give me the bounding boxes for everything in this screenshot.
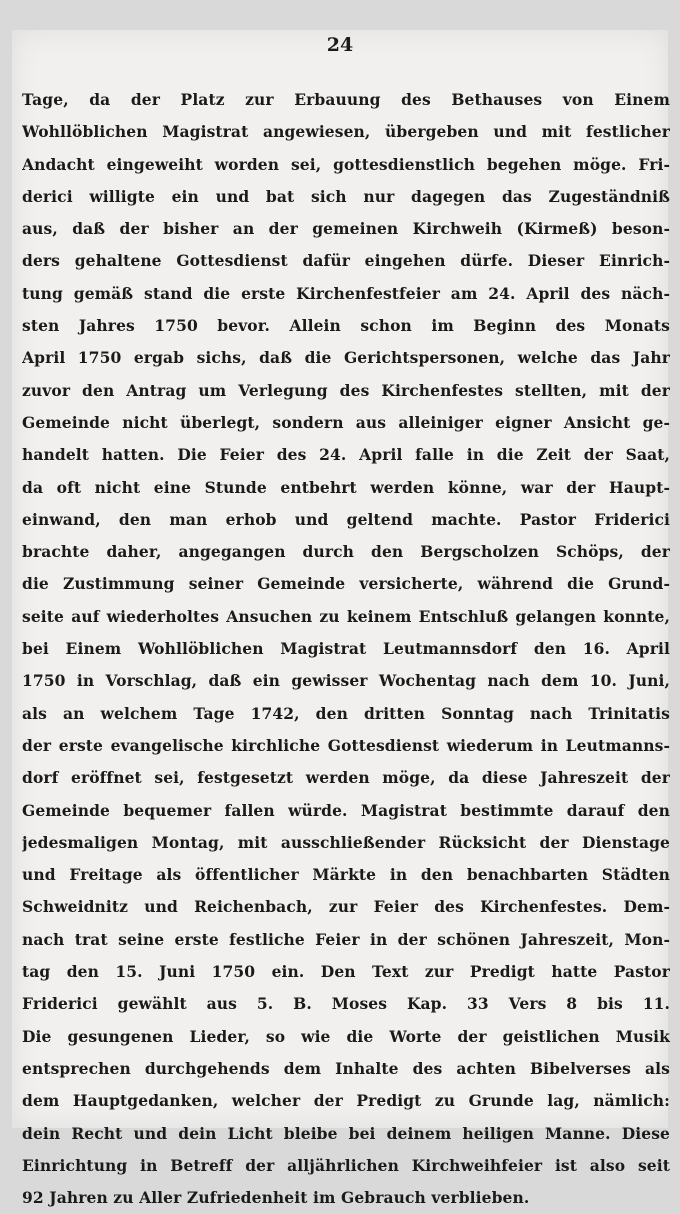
text-line: Andacht eingeweiht worden sei, gottesdienstlich begehen möge. Fri- bbox=[22, 154, 670, 174]
text-line: der erste evangelische kirchliche Gottesdienst wiederum in Leutmanns- bbox=[22, 735, 670, 755]
text-line: derici willigte ein und bat sich nur dagegen das Zugeständniß bbox=[22, 186, 670, 206]
text-line: die Zustimmung seiner Gemeinde versicherte, während die Grund- bbox=[22, 574, 670, 594]
text-line: bei Einem Wohllöblichen Magistrat Leutmannsdorf den 16. April bbox=[22, 639, 670, 659]
text-line: da oft nicht eine Stunde entbehrt werden könne, war der Haupt- bbox=[22, 477, 670, 497]
text-line: dorf eröffnet sei, festgesetzt werden möge, da diese Jahreszeit der bbox=[22, 768, 670, 788]
text-line: jedesmaligen Montag, mit ausschließender Rücksicht der Dienstage bbox=[22, 832, 670, 852]
text-line: seite auf wiederholtes Ansuchen zu keinem Entschluß gelangen konnte, bbox=[22, 606, 670, 626]
book-page bbox=[12, 30, 670, 1208]
text-line: Gemeinde nicht überlegt, sondern aus alleiniger eigner Ansicht ge- bbox=[22, 412, 670, 432]
text-line: Schweidnitz und Reichenbach, zur Feier des Kirchenfestes. Dem- bbox=[22, 897, 670, 917]
text-line: Gemeinde bequemer fallen würde. Magistrat bestimmte darauf den bbox=[22, 800, 670, 820]
text-line: Tage, da der Platz zur Erbauung des Bethauses von Einem bbox=[22, 90, 670, 109]
text-line: sten Jahres 1750 bevor. Allein schon im Beginn des Monats bbox=[22, 316, 670, 336]
text-line: entsprechen durchgehends dem Inhalte des achten Bibelverses als bbox=[22, 1058, 670, 1078]
text-line: dem Hauptgedanken, welcher der Predigt zu Grunde lag, nämlich: bbox=[22, 1091, 670, 1111]
text-line: tag den 15. Juni 1750 ein. Den Text zur Predigt hatte Pastor bbox=[22, 962, 670, 982]
text-line: als an welchem Tage 1742, den dritten Sonntag nach Trinitatis bbox=[22, 703, 670, 723]
text-line: Einrichtung in Betreff der alljährlichen Kirchweihfeier ist also seit bbox=[22, 1155, 670, 1175]
text-line: zuvor den Antrag um Verlegung des Kirchenfestes stellten, mit der bbox=[22, 380, 670, 400]
text-line: tung gemäß stand die erste Kirchenfestfeier am 24. April des näch- bbox=[22, 283, 670, 303]
text-line: handelt hatten. Die Feier des 24. April falle in die Zeit der Saat, bbox=[22, 445, 670, 465]
page-number: 24 bbox=[326, 34, 354, 56]
text-line: Die gesungenen Lieder, so wie die Worte der geistlichen Musik bbox=[22, 1026, 670, 1046]
text-line: 1750 in Vorschlag, daß ein gewisser Wochentag nach dem 10. Juni, bbox=[22, 671, 670, 691]
text-line: einwand, den man erhob und geltend machte. Pastor Friderici bbox=[22, 509, 670, 529]
text-line: Friderici gewählt aus 5. B. Moses Kap. 33 Vers 8 bis 11. bbox=[22, 994, 670, 1014]
text-line: nach trat seine erste festliche Feier in der schönen Jahreszeit, Mon- bbox=[22, 929, 670, 949]
text-line: brachte daher, angegangen durch den Bergscholzen Schöps, der bbox=[22, 542, 670, 562]
text-line: dein Recht und dein Licht bleibe bei deinem heiligen Manne. Diese bbox=[22, 1123, 670, 1143]
text-line: 92 Jahren zu Aller Zufriedenheit im Gebrauch verblieben. bbox=[22, 1188, 530, 1208]
body-text bbox=[22, 84, 670, 1214]
text-line: und Freitage als öffentlicher Märkte in den benachbarten Städten bbox=[22, 865, 670, 885]
text-line: April 1750 ergab sichs, daß die Gerichtspersonen, welche das Jahr bbox=[22, 348, 670, 368]
text-line: Wohllöblichen Magistrat angewiesen, übergeben und mit festlicher bbox=[22, 122, 670, 142]
text-line: aus, daß der bisher an der gemeinen Kirchweih (Kirmeß) beson- bbox=[22, 219, 670, 239]
text-line: ders gehaltene Gottesdienst dafür eingehen dürfe. Dieser Einrich- bbox=[22, 251, 670, 271]
